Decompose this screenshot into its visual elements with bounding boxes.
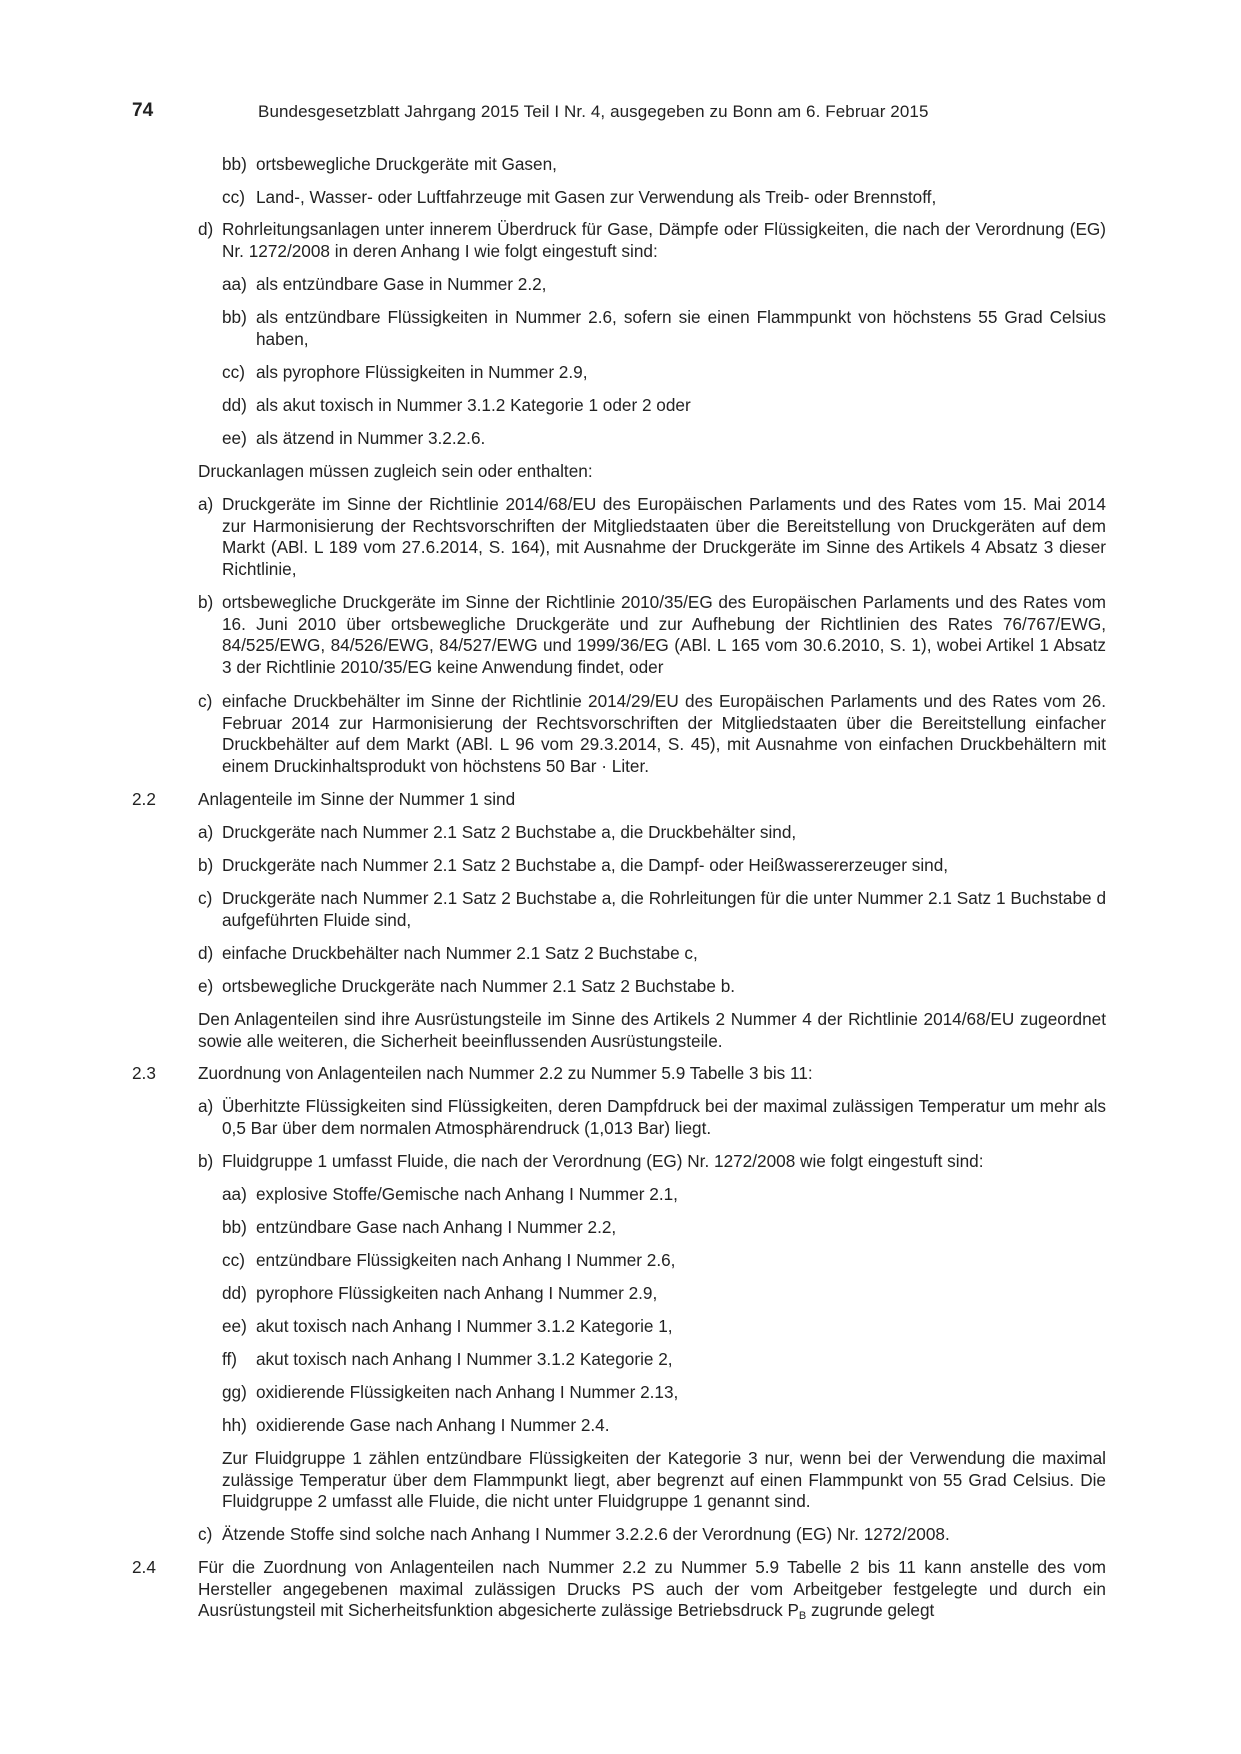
list-item: als entzündbare Gase in Nummer 2.2, [256,274,547,294]
paragraph: Den Anlagenteilen sind ihre Ausrüstungsteile im Sinne des Artikels 2 Nummer 4 der Richtlinie 2014/68/EU zugeordnet sowie alle weiteren, die Sicherheit beeinflussenden Ausrüstungsteile. [198,1009,1106,1051]
list-item: pyrophore Flüssigkeiten nach Anhang I Nummer 2.9, [256,1283,658,1303]
item-label: b) [198,592,214,612]
item-label: aa) [222,274,247,294]
item-label: d) [198,219,214,239]
list-item: ortsbewegliche Druckgeräte nach Nummer 2.1 Satz 2 Buchstabe b. [222,976,736,996]
section-number: 2.3 [132,1063,156,1083]
list-item: akut toxisch nach Anhang I Nummer 3.1.2 Kategorie 1, [256,1316,673,1336]
list-item: Druckgeräte nach Nummer 2.1 Satz 2 Buchstabe a, die Rohrleitungen für die unter Nummer 2.1 Satz 1 Buchstabe d aufgeführten Fluide sind, [222,888,1106,930]
item-label: c) [198,888,213,908]
list-item: als akut toxisch in Nummer 3.1.2 Kategorie 1 oder 2 oder [256,395,691,415]
list-item: Überhitzte Flüssigkeiten sind Flüssigkeiten, deren Dampfdruck bei der maximal zulässigen Temperatur um mehr als 0,5 Bar über dem normalen Atmosphärendruck (1,013 Bar) liegt. [222,1096,1106,1138]
section-heading: Zuordnung von Anlagenteilen nach Nummer 2.2 zu Nummer 5.9 Tabelle 3 bis 11: [198,1063,813,1083]
list-item: Druckgeräte nach Nummer 2.1 Satz 2 Buchstabe a, die Druckbehälter sind, [222,822,797,842]
list-item: als pyrophore Flüssigkeiten in Nummer 2.9, [256,362,588,382]
item-label: hh) [222,1415,247,1435]
paragraph: Zur Fluidgruppe 1 zählen entzündbare Flüssigkeiten der Kategorie 3 nur, wenn bei der Verwendung die maximal zulässige Temperatur über dem Flammpunkt liegt, aber begrenzt auf einen Flammpunkt von 55 Grad Celsius. Die Fluidgruppe 2 umfasst alle Fluide, die nicht unter Fluidgruppe 1 genannt sind. [222,1448,1106,1511]
item-label: ee) [222,428,247,448]
item-label: bb) [222,307,247,327]
list-item: explosive Stoffe/Gemische nach Anhang I Nummer 2.1, [256,1184,678,1204]
item-label: d) [198,943,214,963]
item-label: bb) [222,1217,247,1237]
list-item: oxidierende Flüssigkeiten nach Anhang I Nummer 2.13, [256,1382,679,1402]
list-item: Ätzende Stoffe sind solche nach Anhang I Nummer 3.2.2.6 der Verordnung (EG) Nr. 1272/2008. [222,1524,950,1544]
list-item: ortsbewegliche Druckgeräte mit Gasen, [256,154,557,174]
item-label: a) [198,822,214,842]
list-item: akut toxisch nach Anhang I Nummer 3.1.2 Kategorie 2, [256,1349,673,1369]
item-label: bb) [222,154,247,174]
item-label: dd) [222,395,247,415]
section-heading: Anlagenteile im Sinne der Nummer 1 sind [198,789,516,809]
item-label: e) [198,976,214,996]
list-item: einfache Druckbehälter nach Nummer 2.1 Satz 2 Buchstabe c, [222,943,698,963]
section-number: 2.2 [132,789,156,809]
paragraph-text-after: zugrunde gelegt [806,1600,935,1620]
paragraph-text: Für die Zuordnung von Anlagenteilen nach Nummer 2.2 zu Nummer 5.9 Tabelle 2 bis 11 kann anstelle des vom Hersteller angegebenen maximal zulässigen Drucks PS auch der vom Arbeitgeber festgelegte und durch ein Ausrüstungsteil mit Sicherheitsfunktion abgesicherte zulässige Betriebsdruck P [198,1557,1106,1620]
item-label: a) [198,1096,214,1116]
item-label: cc) [222,187,245,207]
item-label: ff) [222,1349,237,1369]
item-label: c) [198,1524,213,1544]
list-item: Fluidgruppe 1 umfasst Fluide, die nach der Verordnung (EG) Nr. 1272/2008 wie folgt eingestuft sind: [222,1151,984,1171]
page-number: 74 [132,100,154,121]
item-label: ee) [222,1316,247,1336]
list-item: als ätzend in Nummer 3.2.2.6. [256,428,486,448]
running-header: Bundesgesetzblatt Jahrgang 2015 Teil I Nr. 4, ausgegeben zu Bonn am 6. Februar 2015 [258,102,929,121]
section-number: 2.4 [132,1557,156,1577]
item-label: dd) [222,1283,247,1303]
item-label: cc) [222,1250,245,1270]
subscript: B [798,1610,807,1622]
item-label: c) [198,691,213,711]
item-label: b) [198,1151,214,1171]
list-item: oxidierende Gase nach Anhang I Nummer 2.4. [256,1415,610,1435]
item-label: b) [198,855,214,875]
list-item: ortsbewegliche Druckgeräte im Sinne der Richtlinie 2010/35/EG des Europäischen Parlaments und des Rates vom 16. Juni 2010 über ortsbewegliche Druckgeräte und zur Aufhebung der Richtlinien des Rates 76/767/EWG, 84/525/EWG, 84/526/EWG, 84/527/EWG und 1999/36/EG (ABl. L 165 vom 30.6.2010, S. 1), wobei Artikel 1 Absatz 3 der Richtlinie 2010/35/EG keine Anwendung findet, oder [222,592,1106,677]
item-label: a) [198,494,214,514]
paragraph [198,1557,1106,1622]
item-label: aa) [222,1184,247,1204]
paragraph: Druckanlagen müssen zugleich sein oder enthalten: [198,461,593,481]
item-label: cc) [222,362,245,382]
list-item: Land-, Wasser- oder Luftfahrzeuge mit Gasen zur Verwendung als Treib- oder Brennstoff, [256,187,937,207]
list-item: entzündbare Gase nach Anhang I Nummer 2.2, [256,1217,617,1237]
list-item: als entzündbare Flüssigkeiten in Nummer 2.6, sofern sie einen Flammpunkt von höchstens 55 Grad Celsius haben, [256,307,1106,349]
list-item: Druckgeräte nach Nummer 2.1 Satz 2 Buchstabe a, die Dampf- oder Heißwassererzeuger sind, [222,855,949,875]
list-item: Druckgeräte im Sinne der Richtlinie 2014/68/EU des Europäischen Parlaments und des Rates vom 15. Mai 2014 zur Harmonisierung der Rechtsvorschriften der Mitgliedstaaten über die Bereitstellung von Druckgeräten auf dem Markt (ABl. L 189 vom 27.6.2014, S. 164), mit Ausnahme der Druckgeräte im Sinne des Artikels 4 Absatz 3 dieser Richtlinie, [222,494,1106,579]
item-label: gg) [222,1382,247,1402]
list-item: einfache Druckbehälter im Sinne der Richtlinie 2014/29/EU des Europäischen Parlaments und des Rates vom 26. Februar 2014 zur Harmonisierung der Rechtsvorschriften der Mitgliedstaaten über die Bereitstellung einfacher Druckbehälter auf dem Markt (ABl. L 96 vom 29.3.2014, S. 45), mit Ausnahme von einfachen Druckbehältern mit einem Druckinhaltsprodukt von höchstens 50 Bar · Liter. [222,691,1106,776]
list-item: Rohrleitungsanlagen unter innerem Überdruck für Gase, Dämpfe oder Flüssigkeiten, die nach der Verordnung (EG) Nr. 1272/2008 in deren Anhang I wie folgt eingestuft sind: [222,219,1106,261]
list-item: entzündbare Flüssigkeiten nach Anhang I Nummer 2.6, [256,1250,676,1270]
